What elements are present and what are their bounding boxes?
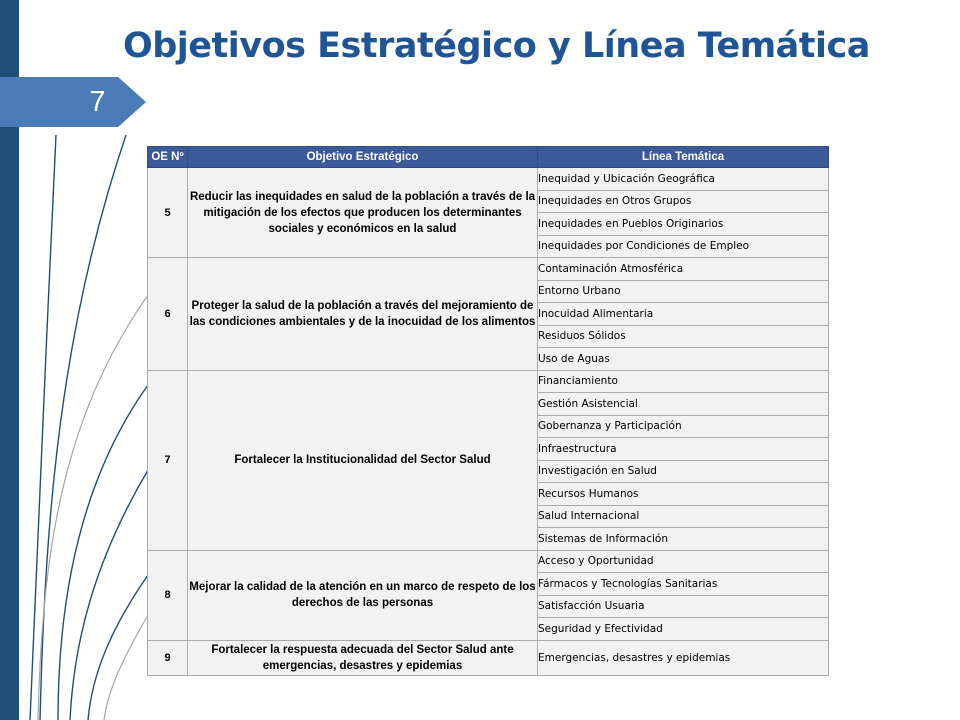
theme-cell: Sistemas de Información (538, 528, 829, 551)
objective-text: Mejorar la calidad de la atención en un marco de respeto de los derechos de las personas (188, 550, 538, 640)
theme-cell: Contaminación Atmosférica (538, 258, 829, 281)
theme-cell: Infraestructura (538, 438, 829, 461)
theme-cell: Financiamiento (538, 370, 829, 393)
header-oe: OE Nº (148, 147, 188, 168)
objective-text: Fortalecer la Institucionalidad del Sector Salud (188, 370, 538, 550)
theme-cell: Residuos Sólidos (538, 325, 829, 348)
theme-cell: Recursos Humanos (538, 483, 829, 506)
theme-cell: Inequidades en Pueblos Originarios (538, 213, 829, 236)
table-header-row (148, 147, 829, 168)
theme-cell: Gestión Asistencial (538, 393, 829, 416)
oe-number: 8 (148, 550, 188, 640)
theme-cell: Acceso y Oportunidad (538, 550, 829, 573)
oe-number: 5 (148, 168, 188, 258)
objective-text: Proteger la salud de la población a través del mejoramiento de las condiciones ambientales y de la inocuidad de los alimentos (188, 258, 538, 371)
theme-cell: Inequidades en Otros Grupos (538, 190, 829, 213)
header-objective: Objetivo Estratégico (188, 147, 538, 168)
theme-cell: Fármacos y Tecnologías Sanitarias (538, 573, 829, 596)
table-row (148, 168, 829, 191)
theme-cell: Gobernanza y Participación (538, 415, 829, 438)
header-theme: Línea Temática (538, 147, 829, 168)
oe-number: 6 (148, 258, 188, 371)
strategic-objectives-table (147, 146, 829, 676)
theme-cell: Emergencias, desastres y epidemias (538, 640, 829, 675)
theme-cell: Satisfacción Usuaria (538, 595, 829, 618)
theme-cell: Seguridad y Efectividad (538, 618, 829, 641)
table-row (148, 550, 829, 573)
oe-number: 7 (148, 370, 188, 550)
theme-cell: Inocuidad Alimentaria (538, 303, 829, 326)
theme-cell: Inequidades por Condiciones de Empleo (538, 235, 829, 258)
theme-cell: Uso de Aguas (538, 348, 829, 371)
table-row (148, 370, 829, 393)
table-row (148, 640, 829, 675)
table-row (148, 258, 829, 281)
theme-cell: Investigación en Salud (538, 460, 829, 483)
objective-text: Reducir las inequidades en salud de la población a través de la mitigación de los efectos que producen los determinantes sociales y económicos en la salud (188, 168, 538, 258)
slide-title: Objetivos Estratégico y Línea Temática (123, 26, 870, 66)
theme-cell: Inequidad y Ubicación Geográfica (538, 168, 829, 191)
theme-cell: Salud Internacional (538, 505, 829, 528)
theme-cell: Entorno Urbano (538, 280, 829, 303)
page-number: 7 (89, 86, 106, 118)
oe-number: 9 (148, 640, 188, 675)
objective-text: Fortalecer la respuesta adecuada del Sector Salud ante emergencias, desastres y epidemias (188, 640, 538, 675)
